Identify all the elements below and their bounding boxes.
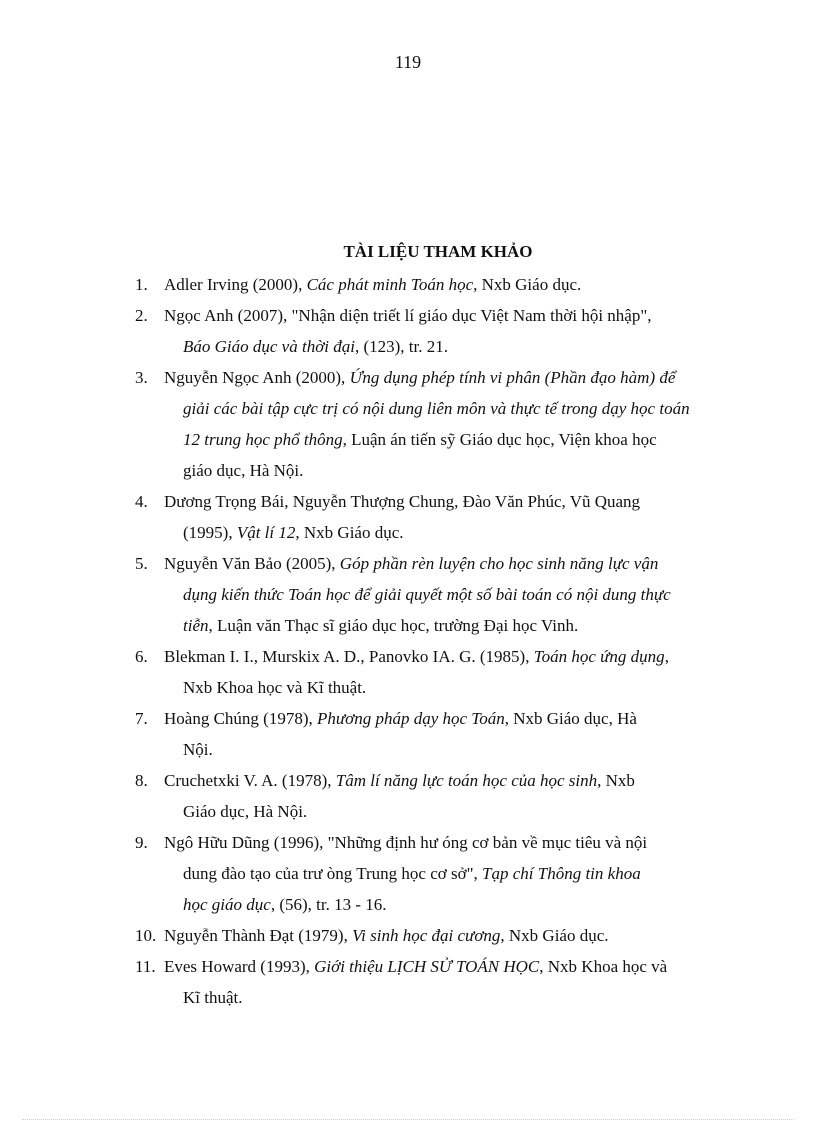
reference-title-segment: Tạp chí Thông tin khoa xyxy=(482,864,641,883)
reference-number: 8. xyxy=(135,771,148,790)
reference-text-segment: Cruchetxki V. A. (1978), xyxy=(164,771,336,790)
reference-item xyxy=(135,703,738,765)
reference-title-segment: dụng kiến thức Toán học để giải quyết một số bài toán có nội dung thực xyxy=(183,585,671,604)
reference-first-line xyxy=(164,833,647,852)
reference-item xyxy=(135,300,738,362)
reference-title-segment: Các phát minh Toán học xyxy=(306,275,474,294)
reference-item xyxy=(135,641,738,703)
reference-text-segment: , Luận án tiến sỹ Giáo dục học, Viện khoa học xyxy=(342,430,657,449)
reference-text-segment: , (123), tr. 21. xyxy=(354,337,448,356)
reference-body xyxy=(164,269,738,300)
reference-text-segment: Eves Howard (1993), xyxy=(164,957,315,976)
reference-body xyxy=(164,548,738,641)
reference-number: 1. xyxy=(135,275,148,294)
reference-first-line xyxy=(164,275,581,294)
reference-text-segment: Ngọc Anh (2007), "Nhận diện triết lí giáo dục Việt Nam thời hội nhập", xyxy=(164,306,652,325)
reference-first-line xyxy=(164,368,675,387)
reference-item xyxy=(135,548,738,641)
reference-text-segment: giáo dục, Hà Nội. xyxy=(183,461,304,480)
reference-body xyxy=(164,641,738,703)
reference-number: 11. xyxy=(135,957,156,976)
reference-first-line xyxy=(164,771,635,790)
reference-title-segment: giải các bài tập cực trị có nội dung liên môn và thực tế trong dạy học toán xyxy=(183,399,690,418)
reference-title-segment: Vi sinh học đại cương xyxy=(352,926,501,945)
reference-body xyxy=(164,486,738,548)
references-heading: TÀI LIỆU THAM KHẢO xyxy=(343,242,533,261)
page-bottom-border xyxy=(22,1119,794,1120)
reference-number: 5. xyxy=(135,554,148,573)
reference-body xyxy=(164,765,738,827)
reference-number: 3. xyxy=(135,368,148,387)
page-number: 119 xyxy=(394,52,422,72)
references-list xyxy=(135,269,738,1013)
reference-text-segment: , Nxb Khoa học và xyxy=(539,957,668,976)
reference-text-segment: Nxb Khoa học và Kĩ thuật. xyxy=(183,678,367,697)
reference-body xyxy=(164,703,738,765)
reference-text-segment: , Nxb xyxy=(597,771,635,790)
reference-first-line xyxy=(164,647,669,666)
reference-first-line xyxy=(164,957,667,976)
reference-continuation-line xyxy=(164,579,738,610)
reference-title-segment: Báo Giáo dục và thời đại xyxy=(183,337,355,356)
reference-text-segment: , Nxb Giáo dục. xyxy=(500,926,609,945)
reference-number: 9. xyxy=(135,833,148,852)
reference-text-segment: , Nxb Giáo dục. xyxy=(473,275,582,294)
reference-text-segment: , Nxb Giáo dục. xyxy=(295,523,404,542)
reference-title-segment: Vật lí 12 xyxy=(236,523,296,542)
reference-body xyxy=(164,827,738,920)
reference-number: 2. xyxy=(135,306,148,325)
reference-title-segment: Tâm lí năng lực toán học của học sinh xyxy=(335,771,598,790)
reference-body xyxy=(164,951,738,1013)
reference-text-segment: Nguyễn Ngọc Anh (2000), xyxy=(164,368,350,387)
reference-body xyxy=(164,920,738,951)
reference-text-segment: Dương Trọng Bái, Nguyễn Thượng Chung, Đào Văn Phúc, Vũ Quang xyxy=(164,492,641,511)
reference-text-segment: Nội. xyxy=(183,740,213,759)
reference-title-segment: Giới thiệu LỊCH SỬ TOÁN HỌC xyxy=(314,957,540,976)
reference-text-segment: Kĩ thuật. xyxy=(183,988,243,1007)
reference-first-line xyxy=(164,306,652,325)
reference-continuation-line xyxy=(164,982,738,1013)
reference-continuation-line xyxy=(164,672,738,703)
reference-continuation-line xyxy=(164,393,738,424)
reference-text-segment: Giáo dục, Hà Nội. xyxy=(183,802,308,821)
reference-text-segment: Hoàng Chúng (1978), xyxy=(164,709,317,728)
reference-text-segment: , (56), tr. 13 - 16. xyxy=(270,895,387,914)
reference-item xyxy=(135,920,738,951)
reference-title-segment: Ứng dụng phép tính vi phân (Phần đạo hàm) để xyxy=(349,368,676,387)
reference-continuation-line xyxy=(164,455,738,486)
reference-first-line xyxy=(164,554,658,573)
reference-continuation-line xyxy=(164,796,738,827)
reference-title-segment: Phương pháp dạy học Toán xyxy=(316,709,505,728)
reference-continuation-line xyxy=(164,331,738,362)
reference-body xyxy=(164,300,738,362)
reference-text-segment: Adler Irving (2000), xyxy=(164,275,307,294)
reference-continuation-line xyxy=(164,517,738,548)
reference-continuation-line xyxy=(164,610,738,641)
reference-number: 4. xyxy=(135,492,148,511)
reference-number: 10. xyxy=(135,926,157,945)
reference-continuation-line xyxy=(164,424,738,455)
reference-continuation-line xyxy=(164,734,738,765)
reference-body xyxy=(164,362,738,486)
reference-number: 7. xyxy=(135,709,148,728)
reference-title-segment: 12 trung học phổ thông xyxy=(183,430,343,449)
reference-item xyxy=(135,486,738,548)
reference-item xyxy=(135,362,738,486)
reference-text-segment: , xyxy=(664,647,669,666)
reference-first-line xyxy=(164,492,640,511)
reference-text-segment: Ngô Hữu Dũng (1996), "Những định hư óng cơ bản về mục tiêu và nội xyxy=(164,833,648,852)
reference-continuation-line xyxy=(164,858,738,889)
reference-number: 6. xyxy=(135,647,148,666)
reference-item xyxy=(135,269,738,300)
reference-text-segment: Nguyễn Thành Đạt (1979), xyxy=(164,926,353,945)
reference-title-segment: học giáo dục xyxy=(183,895,271,914)
reference-text-segment: Nguyễn Văn Bảo (2005), xyxy=(164,554,340,573)
reference-text-segment: Blekman I. I., Murskix A. D., Panovko IA. G. (1985), xyxy=(164,647,534,666)
reference-continuation-line xyxy=(164,889,738,920)
reference-title-segment: tiễn xyxy=(183,616,209,635)
reference-first-line xyxy=(164,709,637,728)
reference-item xyxy=(135,951,738,1013)
reference-text-segment: , Nxb Giáo dục, Hà xyxy=(504,709,637,728)
reference-item xyxy=(135,827,738,920)
reference-title-segment: Góp phần rèn luyện cho học sinh năng lực vận xyxy=(339,554,659,573)
reference-item xyxy=(135,765,738,827)
reference-text-segment: , Luận văn Thạc sĩ giáo dục học, trường Đại học Vinh. xyxy=(208,616,579,635)
reference-first-line xyxy=(164,926,609,945)
reference-text-segment: (1995), xyxy=(183,523,237,542)
reference-text-segment: dung đào tạo của trư òng Trung học cơ sở", xyxy=(183,864,483,883)
reference-title-segment: Toán học ứng dụng xyxy=(533,647,665,666)
